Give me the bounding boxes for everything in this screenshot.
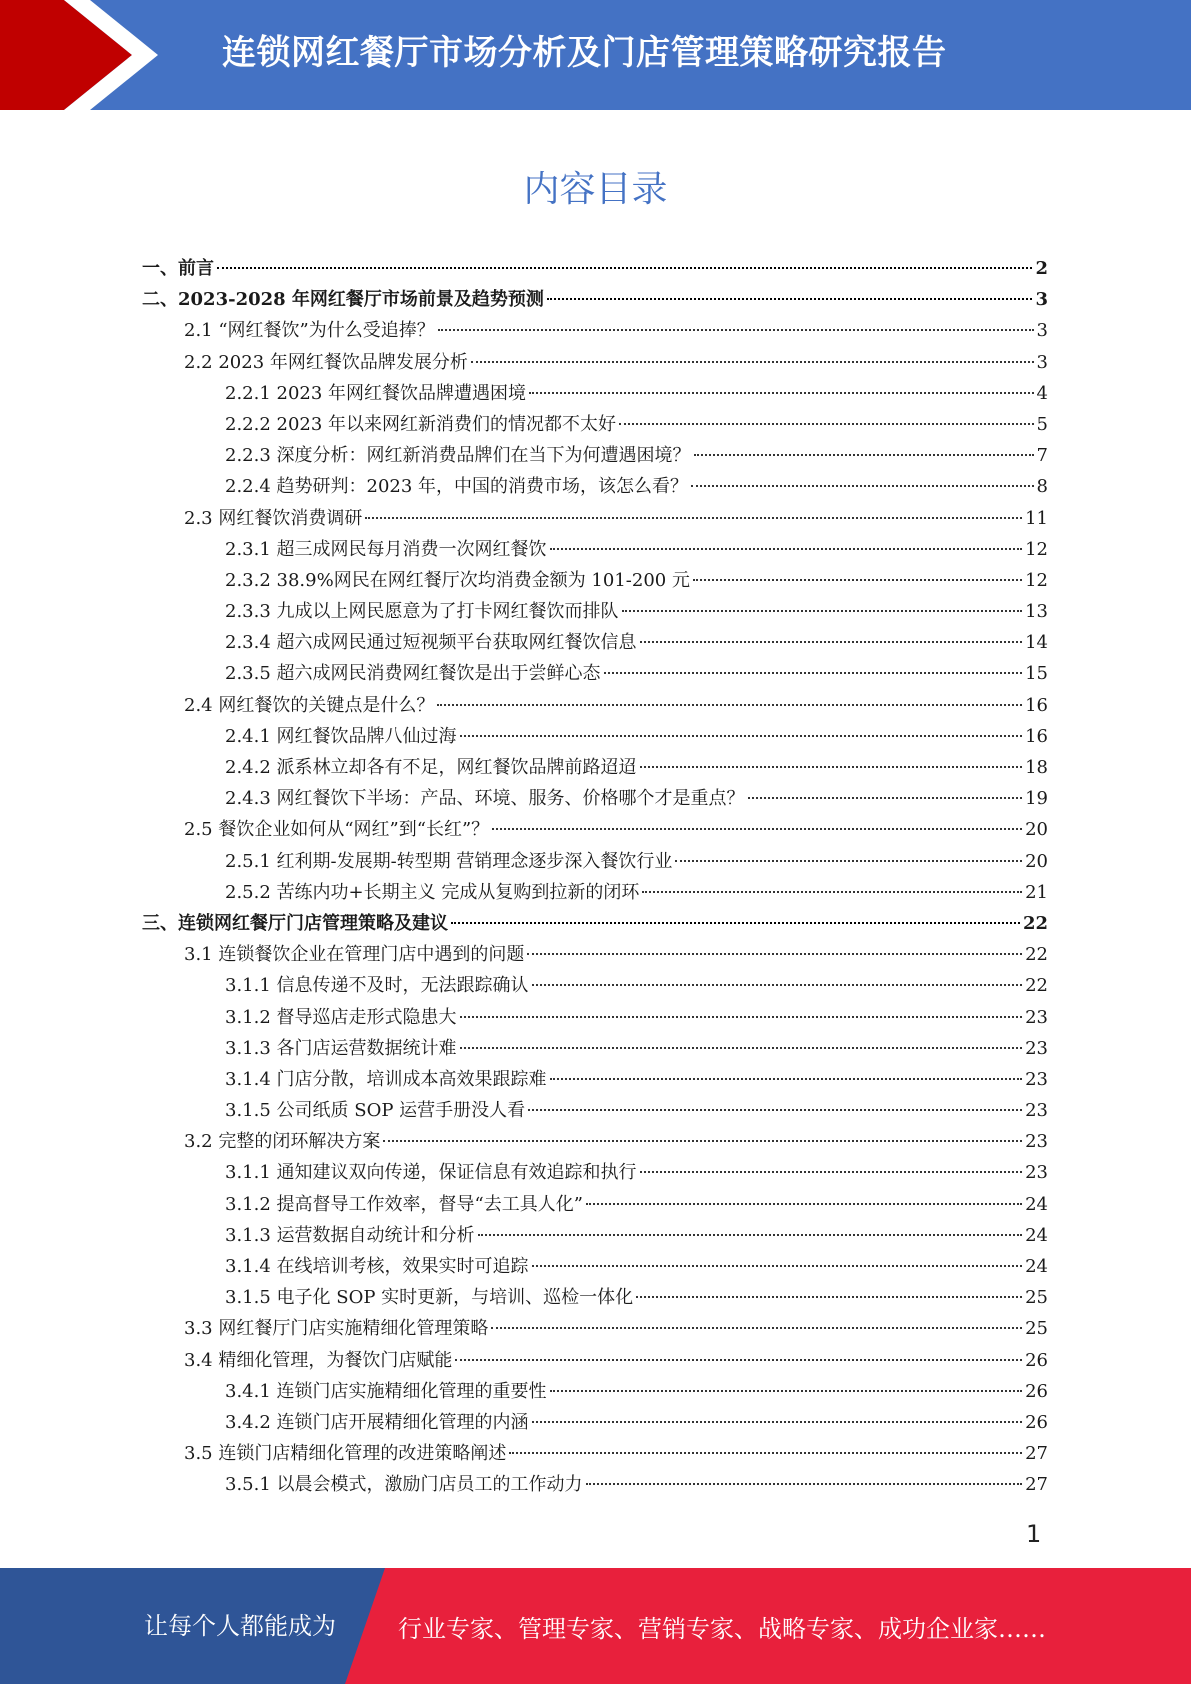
toc-entry[interactable] xyxy=(142,846,1048,877)
toc-entry-label: 2.5.2 苦练内功+长期主义 完成从复购到拉新的闭环 xyxy=(225,881,640,903)
toc-entry-label: 2.5 餐饮企业如何从“网红”到“长红”？ xyxy=(184,819,490,841)
toc-entry-page: 23 xyxy=(1025,1131,1048,1153)
toc-entry-label: 2.2.2 2023 年以来网红新消费们的情况都不太好 xyxy=(225,413,617,435)
toc-entry[interactable] xyxy=(142,1033,1048,1064)
toc-dot-leader xyxy=(383,1140,1022,1142)
toc-dot-leader xyxy=(640,641,1023,643)
toc-entry-label: 3.1.3 各门店运营数据统计难 xyxy=(225,1037,457,1059)
toc-entry[interactable] xyxy=(142,939,1048,970)
toc-entry[interactable] xyxy=(142,1469,1048,1500)
toc-entry-label: 3.5.1 以晨会模式，激励门店员工的工作动力 xyxy=(225,1474,583,1496)
toc-entry-page: 23 xyxy=(1025,1006,1048,1028)
toc-entry-page: 20 xyxy=(1025,819,1048,841)
toc-dot-leader xyxy=(748,797,1023,799)
toc-entry-label: 2.2.4 趋势研判：2023 年，中国的消费市场，该怎么看？ xyxy=(225,476,689,498)
toc-dot-leader xyxy=(528,1109,1022,1111)
toc-entry[interactable] xyxy=(142,409,1048,440)
toc-entry-label: 2.3.1 超三成网民每月消费一次网红餐饮 xyxy=(225,538,547,560)
toc-entry[interactable] xyxy=(142,315,1048,346)
toc-dot-leader xyxy=(532,1421,1023,1423)
toc-dot-leader xyxy=(532,1265,1023,1267)
toc-dot-leader xyxy=(640,1171,1023,1173)
toc-dot-leader xyxy=(694,454,1034,456)
toc-entry[interactable] xyxy=(142,690,1048,721)
toc-dot-leader xyxy=(460,1047,1023,1049)
toc-entry[interactable] xyxy=(142,1220,1048,1251)
toc-dot-leader xyxy=(529,392,1033,394)
toc-entry-label: 2.3.2 38.9%网民在网红餐厅次均消费金额为 101-200 元 xyxy=(225,569,690,591)
toc-entry-label: 2.4 网红餐饮的关键点是什么？ xyxy=(184,694,435,716)
toc-entry-label: 3.4 精细化管理，为餐饮门店赋能 xyxy=(184,1349,453,1371)
toc-entry[interactable] xyxy=(142,1282,1048,1313)
toc-dot-leader xyxy=(675,860,1022,862)
toc-entry-page: 24 xyxy=(1025,1224,1048,1246)
footer-slogan-left: 让每个人都能成为 xyxy=(144,1612,336,1640)
table-of-contents xyxy=(142,253,1048,1501)
toc-dot-leader xyxy=(365,517,1022,519)
toc-entry-page: 12 xyxy=(1025,569,1048,591)
toc-dot-leader xyxy=(691,485,1033,487)
toc-entry-page: 24 xyxy=(1025,1256,1048,1277)
toc-entry-label: 2.3 网红餐饮消费调研 xyxy=(184,507,363,529)
toc-entry-page: 25 xyxy=(1025,1318,1048,1340)
toc-entry[interactable] xyxy=(142,1407,1048,1438)
toc-entry-page: 22 xyxy=(1025,975,1048,997)
toc-entry[interactable] xyxy=(142,1189,1048,1220)
toc-entry-label: 2.5.1 红利期-发展期-转型期 营销理念逐步深入餐饮行业 xyxy=(225,850,673,872)
toc-entry-label: 2.3.4 超六成网民通过短视频平台获取网红餐饮信息 xyxy=(225,632,637,654)
toc-entry[interactable] xyxy=(142,284,1048,315)
toc-entry-label: 二、2023-2028 年网红餐厅市场前景及趋势预测 xyxy=(142,289,544,311)
toc-entry-label: 3.4.1 连锁门店实施精细化管理的重要性 xyxy=(225,1380,547,1402)
toc-entry[interactable] xyxy=(142,378,1048,409)
toc-entry-label: 3.1.5 公司纸质 SOP 运营手册没人看 xyxy=(225,1100,526,1122)
toc-entry-label: 一、前言 xyxy=(142,258,214,279)
toc-entry-page: 27 xyxy=(1025,1443,1048,1465)
toc-entry-label: 2.2.1 2023 年网红餐饮品牌遭遇困境 xyxy=(225,382,527,404)
toc-entry-page: 22 xyxy=(1022,912,1048,934)
toc-entry[interactable] xyxy=(142,908,1048,939)
toc-dot-leader xyxy=(478,1234,1023,1236)
toc-entry[interactable] xyxy=(142,721,1048,752)
toc-entry-label: 2.4.2 派系林立却各有不足，网红餐饮品牌前路迢迢 xyxy=(225,757,637,778)
toc-entry-page: 26 xyxy=(1025,1411,1048,1433)
toc-entry-label: 2.2.3 深度分析：网红新消费品牌们在当下为何遭遇困境？ xyxy=(225,445,691,467)
toc-dot-leader xyxy=(693,579,1022,581)
toc-entry[interactable] xyxy=(142,752,1048,783)
toc-dot-leader xyxy=(619,423,1033,425)
toc-entry-page: 27 xyxy=(1025,1474,1048,1496)
toc-entry-page: 26 xyxy=(1025,1380,1048,1402)
toc-entry-label: 3.1.2 督导巡店走形式隐患大 xyxy=(225,1006,457,1028)
toc-dot-leader xyxy=(437,704,1022,706)
toc-entry-page: 2 xyxy=(1035,258,1048,279)
toc-entry-page: 15 xyxy=(1025,663,1048,685)
toc-dot-leader xyxy=(451,922,1020,924)
toc-entry-page: 24 xyxy=(1025,1193,1048,1215)
toc-entry[interactable] xyxy=(142,1251,1048,1282)
toc-dot-leader xyxy=(586,1203,1022,1205)
toc-entry[interactable] xyxy=(142,814,1048,845)
toc-entry[interactable] xyxy=(142,440,1048,471)
toc-entry-label: 3.4.2 连锁门店开展精细化管理的内涵 xyxy=(225,1411,529,1433)
toc-entry[interactable] xyxy=(142,1345,1048,1376)
toc-entry-page: 3 xyxy=(1036,320,1048,342)
toc-heading: 内容目录 xyxy=(523,169,668,210)
page-number: 1 xyxy=(1026,1520,1042,1548)
toc-entry-label: 3.5 连锁门店精细化管理的改进策略阐述 xyxy=(184,1443,507,1465)
toc-dot-leader xyxy=(509,1452,1022,1454)
toc-entry-label: 2.4.3 网红餐饮下半场：产品、环境、服务、价格哪个才是重点？ xyxy=(225,788,745,810)
toc-entry-page: 13 xyxy=(1025,601,1048,623)
toc-entry[interactable] xyxy=(142,503,1048,534)
toc-dot-leader xyxy=(636,1296,1022,1298)
toc-entry-page: 11 xyxy=(1025,507,1048,529)
toc-dot-leader xyxy=(547,298,1033,300)
toc-entry[interactable] xyxy=(142,783,1048,814)
toc-entry-label: 3.1.5 电子化 SOP 实时更新，与培训、巡检一体化 xyxy=(225,1287,634,1309)
footer-slogan-right: 行业专家、管理专家、营销专家、战略专家、成功企业家…… xyxy=(398,1615,1046,1643)
toc-entry[interactable] xyxy=(142,596,1048,627)
toc-dot-leader xyxy=(622,610,1023,612)
toc-dot-leader xyxy=(640,766,1023,768)
toc-dot-leader xyxy=(550,1390,1023,1392)
toc-entry[interactable] xyxy=(142,1002,1048,1033)
toc-dot-leader xyxy=(586,1483,1023,1485)
toc-dot-leader xyxy=(491,1327,1022,1329)
toc-entry-label: 2.1 “网红餐饮”为什么受追捧？ xyxy=(184,320,435,342)
toc-entry-page: 25 xyxy=(1025,1287,1048,1309)
toc-dot-leader xyxy=(460,1016,1023,1018)
toc-entry-page: 23 xyxy=(1025,1068,1048,1090)
toc-entry-page: 21 xyxy=(1025,881,1048,903)
toc-entry-label: 2.3.5 超六成网民消费网红餐饮是出于尝鲜心态 xyxy=(225,663,601,685)
toc-entry-page: 26 xyxy=(1025,1349,1048,1371)
toc-entry[interactable] xyxy=(142,658,1048,689)
toc-entry-page: 3 xyxy=(1035,289,1048,311)
toc-entry-label: 3.1 连锁餐饮企业在管理门店中遇到的问题 xyxy=(184,944,525,966)
toc-entry-label: 3.1.3 运营数据自动统计和分析 xyxy=(225,1224,475,1246)
toc-entry-page: 19 xyxy=(1025,788,1048,810)
toc-entry-label: 3.1.2 提高督导工作效率，督导“去工具人化” xyxy=(225,1193,583,1215)
toc-entry-page: 14 xyxy=(1025,632,1048,654)
toc-dot-leader xyxy=(217,267,1032,269)
toc-dot-leader xyxy=(471,361,1034,363)
toc-dot-leader xyxy=(527,953,1022,955)
toc-entry-page: 3 xyxy=(1036,351,1048,373)
toc-entry[interactable] xyxy=(142,970,1048,1001)
toc-entry-label: 3.2 完整的闭环解决方案 xyxy=(184,1131,381,1153)
toc-entry-label: 3.1.1 通知建议双向传递，保证信息有效追踪和执行 xyxy=(225,1162,637,1184)
toc-entry[interactable] xyxy=(142,1376,1048,1407)
toc-entry-page: 18 xyxy=(1025,757,1048,778)
toc-dot-leader xyxy=(455,1359,1022,1361)
toc-entry[interactable] xyxy=(142,1438,1048,1469)
toc-entry-page: 8 xyxy=(1036,476,1048,498)
toc-entry[interactable] xyxy=(142,347,1048,378)
toc-entry-label: 3.1.4 在线培训考核，效果实时可追踪 xyxy=(225,1256,529,1277)
toc-entry-page: 20 xyxy=(1025,850,1048,872)
report-header-banner xyxy=(0,0,1191,110)
toc-dot-leader xyxy=(604,672,1023,674)
toc-entry[interactable] xyxy=(142,1157,1048,1188)
toc-dot-leader xyxy=(438,329,1034,331)
toc-entry-page: 23 xyxy=(1025,1162,1048,1184)
toc-dot-leader xyxy=(550,548,1023,550)
toc-entry[interactable] xyxy=(142,253,1048,284)
toc-entry[interactable] xyxy=(142,471,1048,502)
toc-entry-label: 2.2 2023 年网红餐饮品牌发展分析 xyxy=(184,351,468,373)
toc-dot-leader xyxy=(532,984,1023,986)
toc-entry[interactable] xyxy=(142,1095,1048,1126)
toc-entry-page: 5 xyxy=(1036,413,1048,435)
toc-entry[interactable] xyxy=(142,877,1048,908)
toc-dot-leader xyxy=(492,828,1022,830)
toc-entry-label: 3.1.4 门店分散，培训成本高效果跟踪难 xyxy=(225,1068,547,1090)
toc-entry-page: 16 xyxy=(1025,694,1048,716)
toc-entry[interactable] xyxy=(142,627,1048,658)
toc-entry-label: 3.3 网红餐厅门店实施精细化管理策略 xyxy=(184,1318,489,1340)
toc-entry-label: 3.1.1 信息传递不及时，无法跟踪确认 xyxy=(225,975,529,997)
toc-entry[interactable] xyxy=(142,1064,1048,1095)
toc-entry-page: 22 xyxy=(1025,944,1048,966)
report-title: 连锁网红餐厅市场分析及门店管理策略研究报告 xyxy=(222,33,947,73)
toc-entry-page: 7 xyxy=(1036,445,1048,467)
toc-entry[interactable] xyxy=(142,565,1048,596)
toc-dot-leader xyxy=(550,1078,1023,1080)
footer-banner xyxy=(0,1568,1191,1684)
toc-entry-label: 2.3.3 九成以上网民愿意为了打卡网红餐饮而排队 xyxy=(225,601,619,623)
toc-entry[interactable] xyxy=(142,1126,1048,1157)
toc-entry[interactable] xyxy=(142,1313,1048,1344)
toc-entry-page: 16 xyxy=(1025,725,1048,747)
toc-dot-leader xyxy=(642,891,1022,893)
toc-entry-label: 2.4.1 网红餐饮品牌八仙过海 xyxy=(225,725,457,747)
toc-entry[interactable] xyxy=(142,534,1048,565)
toc-entry-page: 12 xyxy=(1025,538,1048,560)
toc-entry-page: 23 xyxy=(1025,1037,1048,1059)
toc-entry-label: 三、连锁网红餐厅门店管理策略及建议 xyxy=(142,912,448,934)
toc-dot-leader xyxy=(460,735,1023,737)
toc-entry-page: 4 xyxy=(1036,382,1048,404)
toc-entry-page: 23 xyxy=(1025,1100,1048,1122)
